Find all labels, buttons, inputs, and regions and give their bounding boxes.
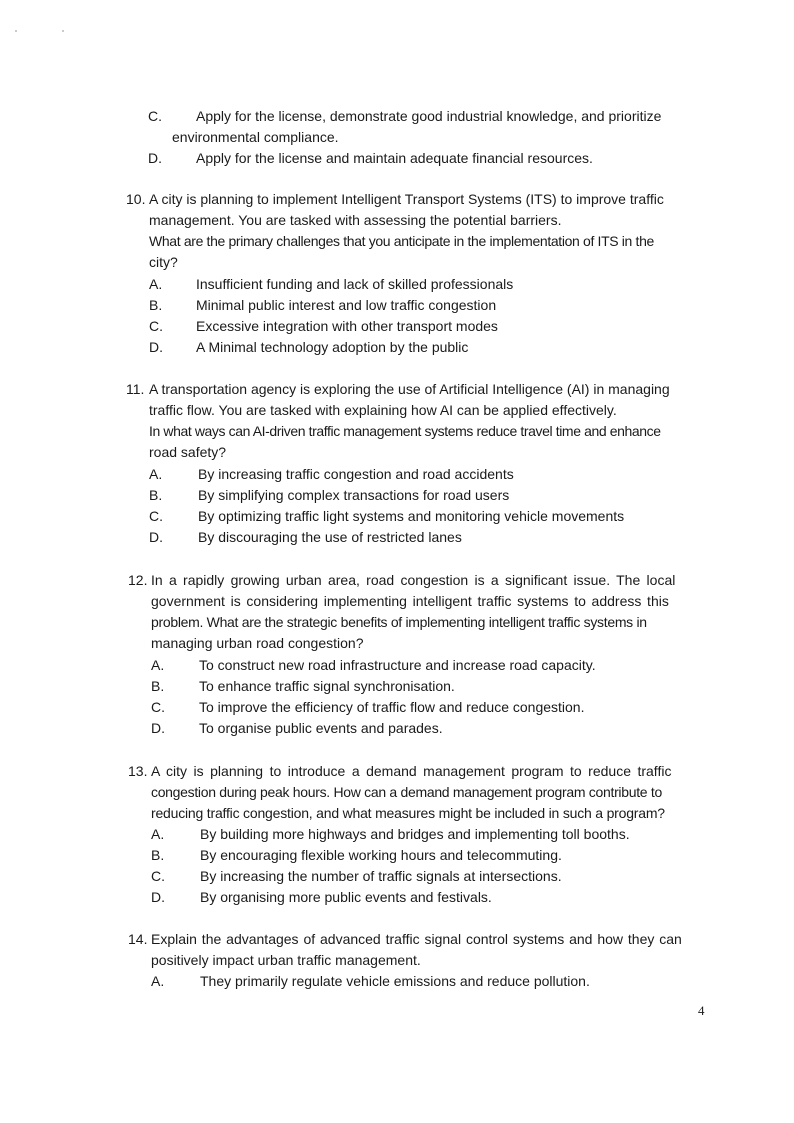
option-text: To construct new road infrastructure and increase road capacity. [199,657,596,673]
option-label: D. [149,339,163,355]
question-number: 10. [126,191,146,207]
question-text-line: managing urban road congestion? [151,635,364,651]
question-text-line: A city is planning to implement Intelligent Transport Systems (ITS) to improve traffic [149,191,664,207]
option-text: By encouraging flexible working hours and telecommuting. [200,847,562,863]
option-label: D. [148,150,162,166]
option-text: To enhance traffic signal synchronisation. [199,678,455,694]
option-label: C. [148,108,162,124]
question-text-line: In a rapidly growing urban area, road congestion is a significant issue. The local [151,572,676,588]
question-text-line: reducing traffic congestion, and what measures might be included in such a program? [151,805,665,821]
option-text: A Minimal technology adoption by the public [196,339,469,355]
question-number: 13. [128,763,148,779]
question-text-line: government is considering implementing intelligent traffic systems to address this [151,593,669,609]
scan-speck [15,30,17,32]
option-text: Apply for the license and maintain adequate financial resources. [196,150,593,166]
option-label: D. [151,889,165,905]
option-label: A. [151,657,165,673]
option-label: D. [149,529,163,545]
option-text: By discouraging the use of restricted lanes [198,529,462,545]
question-text-line: Explain the advantages of advanced traffic signal control systems and how they can [151,931,682,947]
option-label: B. [149,297,163,313]
option-label: A. [149,276,163,292]
option-text: By building more highways and bridges and implementing toll booths. [200,826,630,842]
question-text-line: A transportation agency is exploring the use of Artificial Intelligence (AI) in managing [149,381,670,397]
option-text: By increasing the number of traffic signals at intersections. [200,868,562,884]
option-label: D. [151,720,165,736]
option-text: To improve the efficiency of traffic flow and reduce congestion. [199,699,585,715]
option-label: B. [151,847,165,863]
option-text: Minimal public interest and low traffic congestion [196,297,497,313]
option-label: C. [149,318,163,334]
option-label: C. [151,699,165,715]
question-text-line: management. You are tasked with assessing the potential barriers. [149,212,562,228]
question-text-line: In what ways can AI-driven traffic management systems reduce travel time and enhance [149,423,661,439]
question-text-line: congestion during peak hours. How can a demand management program contribute to [151,784,662,800]
option-text: Insufficient funding and lack of skilled professionals [196,276,514,292]
option-text: By simplifying complex transactions for road users [198,487,510,503]
option-label: B. [151,678,165,694]
page-number: 4 [698,1003,705,1018]
question-number: 12. [128,572,148,588]
question-number: 14. [128,931,148,947]
question-text-line: traffic flow. You are tasked with explaining how AI can be applied effectively. [149,402,617,418]
option-text: By increasing traffic congestion and road accidents [198,466,514,482]
option-text: By optimizing traffic light systems and monitoring vehicle movements [198,508,625,524]
option-text: To organise public events and parades. [199,720,443,736]
question-text-line: city? [149,254,178,270]
option-text: Excessive integration with other transport modes [196,318,498,334]
question-text-line: positively impact urban traffic management. [151,952,421,968]
question-text-line: A city is planning to introduce a demand management program to reduce traffic [151,763,672,779]
option-label: A. [151,973,165,989]
option-label: A. [151,826,165,842]
option-text: They primarily regulate vehicle emissions and reduce pollution. [200,973,590,989]
option-text: Apply for the license, demonstrate good industrial knowledge, and prioritize [196,108,662,124]
option-label: B. [149,487,163,503]
question-text-line: What are the primary challenges that you anticipate in the implementation of ITS in the [149,233,654,249]
question-text-line: problem. What are the strategic benefits of implementing intelligent traffic systems in [151,614,647,630]
question-number: 11. [126,381,145,397]
option-text: By organising more public events and festivals. [200,889,492,905]
scan-speck [62,30,64,32]
option-text-continued: environmental compliance. [172,129,339,145]
question-text-line: road safety? [149,444,227,460]
option-label: C. [151,868,165,884]
option-label: A. [149,466,163,482]
option-label: C. [149,508,163,524]
